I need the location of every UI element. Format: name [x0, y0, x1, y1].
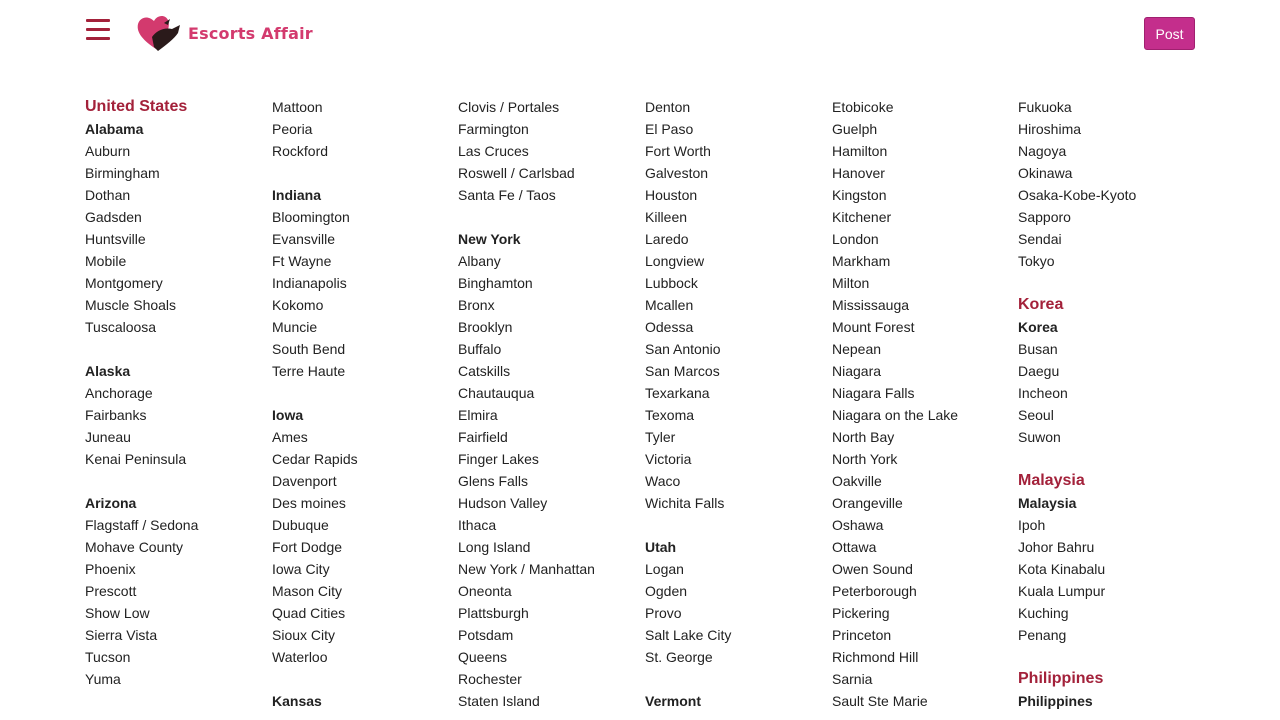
- location-column: [832, 96, 1012, 712]
- city-link[interactable]: Tokyo: [1018, 253, 1055, 269]
- brand-name: Escorts Affair: [188, 23, 313, 43]
- region-heading: Utah: [645, 539, 677, 555]
- city-link[interactable]: Rockford: [272, 143, 329, 159]
- city-link[interactable]: Davenport: [272, 473, 337, 489]
- city-link[interactable]: Hamilton: [832, 143, 888, 159]
- city-link[interactable]: Ithaca: [458, 517, 497, 533]
- city-link[interactable]: Des moines: [272, 495, 346, 511]
- city-link[interactable]: Clovis / Portales: [458, 99, 560, 115]
- location-column: [1018, 96, 1198, 712]
- section-spacer: [1018, 448, 1198, 470]
- city-link[interactable]: Ottawa: [832, 539, 877, 555]
- city-link[interactable]: Glens Falls: [458, 473, 529, 489]
- city-link[interactable]: San Marcos: [645, 363, 720, 379]
- city-link[interactable]: Peterborough: [832, 583, 917, 599]
- city-link[interactable]: Sault Ste Marie: [832, 693, 928, 709]
- city-link[interactable]: El Paso: [645, 121, 694, 137]
- city-link[interactable]: Mohave County: [85, 539, 184, 555]
- city-link[interactable]: Kokomo: [272, 297, 324, 313]
- city-link[interactable]: Iowa City: [272, 561, 330, 577]
- city-link[interactable]: Long Island: [458, 539, 531, 555]
- city-link[interactable]: Hudson Valley: [458, 495, 548, 511]
- city-link[interactable]: Princeton: [832, 627, 892, 643]
- city-link[interactable]: Markham: [832, 253, 891, 269]
- post-button[interactable]: Post: [1144, 17, 1195, 50]
- city-link[interactable]: Birmingham: [85, 165, 160, 181]
- city-link[interactable]: Peoria: [272, 121, 313, 137]
- city-link[interactable]: Ft Wayne: [272, 253, 332, 269]
- region-heading: Alaska: [85, 363, 131, 379]
- hamburger-menu-icon[interactable]: [86, 19, 110, 43]
- region-heading: Alabama: [85, 121, 144, 137]
- city-link[interactable]: Galveston: [645, 165, 709, 181]
- region-heading: Vermont: [645, 693, 702, 709]
- city-link[interactable]: Ipoh: [1018, 517, 1046, 533]
- city-link[interactable]: Mobile: [85, 253, 127, 269]
- city-link[interactable]: Guelph: [832, 121, 878, 137]
- city-link[interactable]: Potsdam: [458, 627, 514, 643]
- city-link[interactable]: Gadsden: [85, 209, 142, 225]
- city-link[interactable]: Milton: [832, 275, 870, 291]
- city-link[interactable]: Logan: [645, 561, 684, 577]
- location-column: [458, 96, 638, 712]
- city-link[interactable]: Kota Kinabalu: [1018, 561, 1106, 577]
- region-heading: New York: [458, 231, 521, 247]
- section-spacer: [272, 162, 452, 184]
- city-link[interactable]: Evansville: [272, 231, 336, 247]
- city-link[interactable]: Victoria: [645, 451, 692, 467]
- city-link[interactable]: Orangeville: [832, 495, 903, 511]
- city-link[interactable]: Tyler: [645, 429, 676, 445]
- city-link[interactable]: Indianapolis: [272, 275, 347, 291]
- city-link[interactable]: Oneonta: [458, 583, 512, 599]
- city-link[interactable]: Kitchener: [832, 209, 892, 225]
- section-spacer: [645, 514, 825, 536]
- city-link[interactable]: Mcallen: [645, 297, 694, 313]
- city-link[interactable]: Hiroshima: [1018, 121, 1082, 137]
- city-link[interactable]: London: [832, 231, 879, 247]
- city-link[interactable]: Staten Island: [458, 693, 540, 709]
- country-heading: Philippines: [1018, 670, 1104, 687]
- city-link[interactable]: Huntsville: [85, 231, 146, 247]
- region-heading: Philippines: [1018, 693, 1093, 709]
- city-link[interactable]: Provo: [645, 605, 682, 621]
- city-link[interactable]: Quad Cities: [272, 605, 346, 621]
- city-link[interactable]: Las Cruces: [458, 143, 529, 159]
- section-spacer: [85, 470, 265, 492]
- city-link[interactable]: Denton: [645, 99, 691, 115]
- city-link[interactable]: Santa Fe / Taos: [458, 187, 556, 203]
- section-spacer: [272, 668, 452, 690]
- section-spacer: [272, 382, 452, 404]
- city-link[interactable]: Flagstaff / Sedona: [85, 517, 199, 533]
- city-link[interactable]: Fairfield: [458, 429, 508, 445]
- city-link[interactable]: Daegu: [1018, 363, 1060, 379]
- city-link[interactable]: Ames: [272, 429, 308, 445]
- city-link[interactable]: Roswell / Carlsbad: [458, 165, 575, 181]
- city-link[interactable]: Show Low: [85, 605, 150, 621]
- city-link[interactable]: Kuala Lumpur: [1018, 583, 1106, 599]
- city-link[interactable]: Rochester: [458, 671, 522, 687]
- city-link[interactable]: Plattsburgh: [458, 605, 529, 621]
- city-link[interactable]: Anchorage: [85, 385, 153, 401]
- city-link[interactable]: Muscle Shoals: [85, 297, 177, 313]
- region-heading: Kansas: [272, 693, 322, 709]
- city-link[interactable]: Phoenix: [85, 561, 136, 577]
- city-link[interactable]: Incheon: [1018, 385, 1068, 401]
- city-link[interactable]: Texoma: [645, 407, 695, 423]
- city-link[interactable]: Kingston: [832, 187, 887, 203]
- city-link[interactable]: Farmington: [458, 121, 529, 137]
- city-link[interactable]: Richmond Hill: [832, 649, 919, 665]
- city-link[interactable]: Suwon: [1018, 429, 1061, 445]
- city-link[interactable]: Texarkana: [645, 385, 710, 401]
- city-link[interactable]: Bronx: [458, 297, 495, 313]
- location-column: [85, 96, 265, 690]
- city-link[interactable]: Sierra Vista: [85, 627, 158, 643]
- city-link[interactable]: Fairbanks: [85, 407, 147, 423]
- city-link[interactable]: Sapporo: [1018, 209, 1071, 225]
- city-link[interactable]: Finger Lakes: [458, 451, 539, 467]
- city-link[interactable]: Busan: [1018, 341, 1058, 357]
- city-link[interactable]: Tuscaloosa: [85, 319, 157, 335]
- site-logo[interactable]: [134, 12, 313, 54]
- city-link[interactable]: Fort Worth: [645, 143, 711, 159]
- city-link[interactable]: Kuching: [1018, 605, 1069, 621]
- city-link[interactable]: Johor Bahru: [1018, 539, 1095, 555]
- city-link[interactable]: Fukuoka: [1018, 99, 1072, 115]
- city-link[interactable]: Terre Haute: [272, 363, 346, 379]
- region-heading: Korea: [1018, 319, 1058, 335]
- city-link[interactable]: Queens: [458, 649, 508, 665]
- city-link[interactable]: Pickering: [832, 605, 890, 621]
- city-link[interactable]: Cedar Rapids: [272, 451, 358, 467]
- city-link[interactable]: St. George: [645, 649, 713, 665]
- city-link[interactable]: Laredo: [645, 231, 689, 247]
- heart-logo-icon: [134, 13, 184, 53]
- section-spacer: [85, 338, 265, 360]
- city-link[interactable]: Niagara Falls: [832, 385, 915, 401]
- city-link[interactable]: Osaka-Kobe-Kyoto: [1018, 187, 1137, 203]
- city-link[interactable]: Etobicoke: [832, 99, 894, 115]
- city-link[interactable]: Okinawa: [1018, 165, 1073, 181]
- city-link[interactable]: North Bay: [832, 429, 895, 445]
- city-link[interactable]: San Antonio: [645, 341, 721, 357]
- city-link[interactable]: Houston: [645, 187, 698, 203]
- city-link[interactable]: Oshawa: [832, 517, 884, 533]
- city-link[interactable]: Montgomery: [85, 275, 163, 291]
- country-heading: Malaysia: [1018, 472, 1085, 489]
- city-link[interactable]: Hanover: [832, 165, 885, 181]
- city-link[interactable]: Dubuque: [272, 517, 329, 533]
- city-link[interactable]: Ogden: [645, 583, 688, 599]
- region-heading: Arizona: [85, 495, 137, 511]
- city-link[interactable]: Mattoon: [272, 99, 323, 115]
- city-link[interactable]: Wichita Falls: [645, 495, 725, 511]
- city-link[interactable]: Bloomington: [272, 209, 350, 225]
- city-link[interactable]: North York: [832, 451, 898, 467]
- city-link[interactable]: Elmira: [458, 407, 498, 423]
- city-link[interactable]: Catskills: [458, 363, 511, 379]
- city-link[interactable]: Odessa: [645, 319, 694, 335]
- city-link[interactable]: Owen Sound: [832, 561, 913, 577]
- city-link[interactable]: Sarnia: [832, 671, 873, 687]
- city-link[interactable]: Niagara: [832, 363, 882, 379]
- city-link[interactable]: Mississauga: [832, 297, 910, 313]
- section-spacer: [645, 668, 825, 690]
- city-link[interactable]: Waterloo: [272, 649, 328, 665]
- city-link[interactable]: Buffalo: [458, 341, 502, 357]
- city-link[interactable]: Dothan: [85, 187, 131, 203]
- city-link[interactable]: Mason City: [272, 583, 343, 599]
- city-link[interactable]: Albany: [458, 253, 501, 269]
- city-link[interactable]: Auburn: [85, 143, 131, 159]
- region-heading: Indiana: [272, 187, 322, 203]
- city-link[interactable]: Killeen: [645, 209, 688, 225]
- city-link[interactable]: Sioux City: [272, 627, 336, 643]
- city-link[interactable]: Mount Forest: [832, 319, 915, 335]
- city-link[interactable]: Tucson: [85, 649, 131, 665]
- city-link[interactable]: Nagoya: [1018, 143, 1067, 159]
- city-link[interactable]: Muncie: [272, 319, 318, 335]
- city-link[interactable]: Fort Dodge: [272, 539, 343, 555]
- city-link[interactable]: Longview: [645, 253, 705, 269]
- country-heading: Korea: [1018, 296, 1064, 313]
- region-heading: Iowa: [272, 407, 304, 423]
- city-link[interactable]: Nepean: [832, 341, 882, 357]
- city-link[interactable]: Penang: [1018, 627, 1067, 643]
- city-link[interactable]: Seoul: [1018, 407, 1054, 423]
- city-link[interactable]: Lubbock: [645, 275, 698, 291]
- city-link[interactable]: Oakville: [832, 473, 882, 489]
- city-link[interactable]: Binghamton: [458, 275, 533, 291]
- city-link[interactable]: Sendai: [1018, 231, 1062, 247]
- city-link[interactable]: Salt Lake City: [645, 627, 732, 643]
- city-link[interactable]: South Bend: [272, 341, 346, 357]
- location-column: [272, 96, 452, 712]
- city-link[interactable]: New York / Manhattan: [458, 561, 595, 577]
- section-spacer: [1018, 272, 1198, 294]
- city-link[interactable]: Niagara on the Lake: [832, 407, 959, 423]
- city-link[interactable]: Chautauqua: [458, 385, 535, 401]
- city-link[interactable]: Brooklyn: [458, 319, 513, 335]
- country-heading: United States: [85, 98, 188, 115]
- section-spacer: [1018, 646, 1198, 668]
- city-link[interactable]: Yuma: [85, 671, 121, 687]
- city-link[interactable]: Juneau: [85, 429, 131, 445]
- section-spacer: [458, 206, 638, 228]
- location-column: [645, 96, 825, 712]
- region-heading: Malaysia: [1018, 495, 1077, 511]
- city-link[interactable]: Kenai Peninsula: [85, 451, 187, 467]
- city-link[interactable]: Waco: [645, 473, 681, 489]
- city-link[interactable]: Prescott: [85, 583, 137, 599]
